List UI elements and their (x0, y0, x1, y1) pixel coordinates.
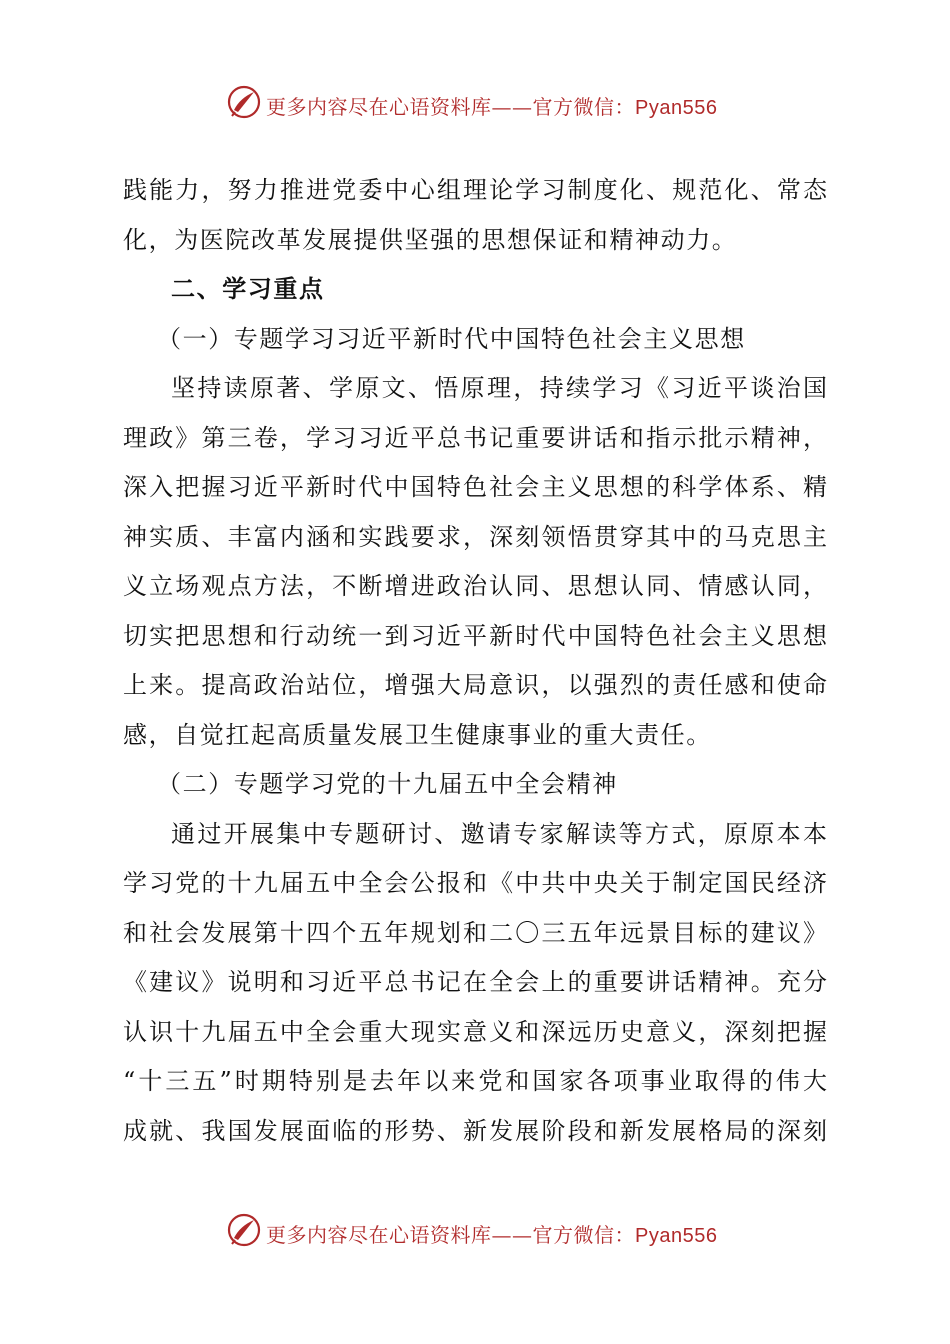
watermark-wechat-id: Pyan556 (635, 97, 718, 119)
paragraph-line: 化，为医院改革发展提供坚强的思想保证和精神动力。 (123, 225, 738, 254)
subsection-heading: （一）专题学习习近平新时代中国特色社会主义思想 (157, 324, 746, 353)
subsection-heading: （二）专题学习党的十九届五中全会精神 (157, 770, 618, 798)
watermark-wechat-id: Pyan556 (635, 1225, 718, 1247)
watermark-wechat-label: 官方微信： (532, 1223, 635, 1247)
pen-logo-icon (226, 84, 262, 120)
watermark-text (266, 91, 717, 120)
paragraph-line: “十三五”时期特别是去年以来党和国家各项事业取得的伟大 (123, 1067, 827, 1095)
watermark-text (266, 1219, 717, 1248)
paragraph-line: 学习党的十九届五中全会公报和《中共中央关于制定国民经济 (123, 869, 827, 897)
footer-watermark (0, 1210, 950, 1250)
paragraph-line: 坚持读原著、学原文、悟原理，持续学习《习近平谈治国 (171, 374, 827, 402)
watermark-title: 更多内容尽在心语资料库 (266, 1223, 492, 1247)
paragraph-line: 理政》第三卷，学习习近平总书记重要讲话和指示批示精神， (123, 423, 827, 452)
paragraph-line: 义立场观点方法，不断增进政治认同、思想认同、情感认同， (123, 572, 827, 600)
watermark-separator: —— (491, 95, 533, 119)
paragraph-line: 上来。提高政治站位，增强大局意识，以强烈的责任感和使命 (123, 671, 827, 699)
watermark-wechat-label: 官方微信： (532, 95, 635, 119)
paragraph-line: 认识十九届五中全会重大现实意义和深远历史意义，深刻把握 (123, 1017, 827, 1046)
paragraph-line: 成就、我国发展面临的形势、新发展阶段和新发展格局的深刻 (123, 1116, 827, 1145)
paragraph-line: 和社会发展第十四个五年规划和二〇三五年远景目标的建议》 (123, 918, 827, 947)
watermark-title: 更多内容尽在心语资料库 (266, 95, 492, 119)
paragraph-line: 切实把思想和行动统一到习近平新时代中国特色社会主义思想 (123, 621, 827, 650)
document-body (123, 166, 827, 1156)
paragraph-line: 通过开展集中专题研讨、邀请专家解读等方式，原原本本 (171, 819, 827, 848)
header-watermark (0, 82, 950, 122)
section-heading: 二、学习重点 (171, 275, 325, 303)
paragraph-line: 践能力，努力推进党委中心组理论学习制度化、规范化、常态 (123, 176, 827, 204)
paragraph-line: 神实质、丰富内涵和实践要求，深刻领悟贯穿其中的马克思主 (123, 522, 827, 551)
paragraph-line: 《建议》说明和习近平总书记在全会上的重要讲话精神。充分 (123, 968, 827, 996)
pen-logo-icon (226, 1212, 262, 1248)
paragraph-line: 深入把握习近平新时代中国特色社会主义思想的科学体系、精 (123, 473, 827, 501)
paragraph-line: 感，自觉扛起高质量发展卫生健康事业的重大责任。 (123, 720, 712, 749)
watermark-separator: —— (491, 1223, 533, 1247)
